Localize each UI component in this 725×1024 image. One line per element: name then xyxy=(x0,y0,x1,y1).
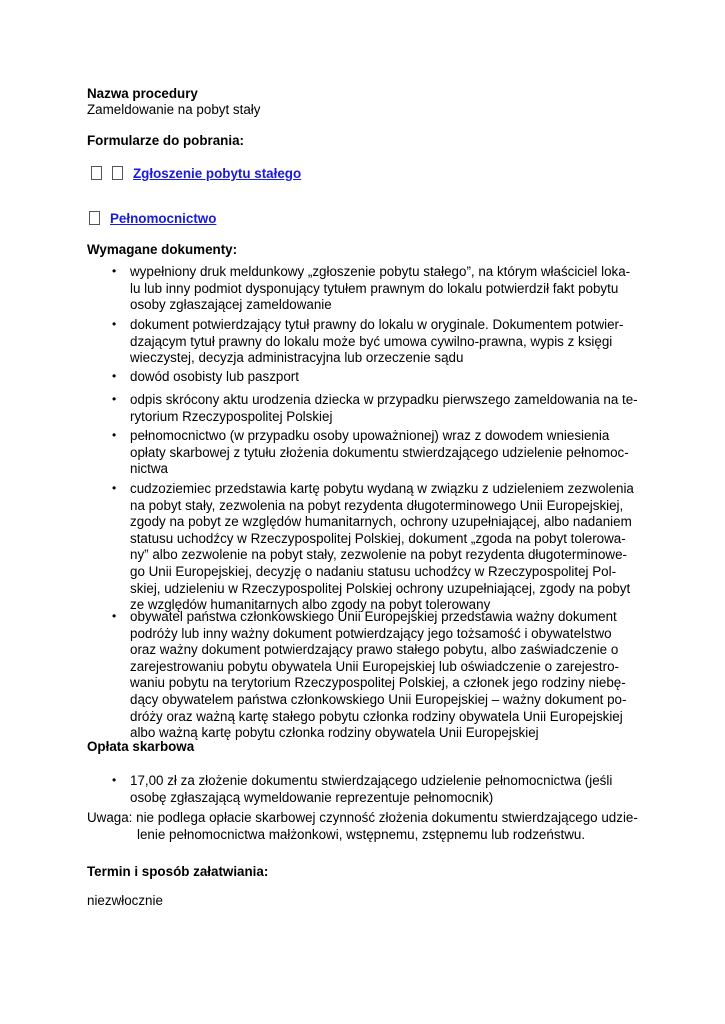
required-docs-heading: Wymagane dokumenty: xyxy=(87,242,238,257)
list-item-line: ze względów humanitarnych albo zgody na pobyt tolerowany xyxy=(130,597,491,613)
list-item-text xyxy=(130,481,634,614)
list-item-line: go Unii Europejskiej, decyzję o nadaniu statusu uchodźcy w Rzeczypospolitej Pol- xyxy=(130,563,617,579)
fee-note-line: lenie pełnomocnictwa małżonkowi, wstępnemu, zstępnemu lub rodzeństwu. xyxy=(137,826,586,842)
list-item-line: ny” albo zezwolenie na pobyt stały, zezwolenie na pobyt rezydenta długoterminowe- xyxy=(130,547,627,563)
list-item-text xyxy=(130,609,626,742)
list-item-line: dący obywatelem państwa członkowskiego Unii Europejskiej – ważny dokument po- xyxy=(130,691,627,707)
list-item-text xyxy=(130,317,623,367)
bullet-icon: • xyxy=(112,317,117,331)
list-item-line: nictwa xyxy=(130,461,168,477)
fee-heading: Opłata skarbowa xyxy=(87,739,195,754)
form-link-row-2 xyxy=(89,211,216,228)
form-link-zgloszenie[interactable]: Zgłoszenie pobytu stałego xyxy=(133,166,302,181)
procedure-heading: Nazwa procedury xyxy=(87,86,198,101)
bullet-icon: • xyxy=(112,264,117,278)
bullet-icon: • xyxy=(112,428,117,442)
list-item-text xyxy=(130,773,612,806)
list-item-line: zgody na pobyt ze względów humanitarnych, ochrony uzupełniającej, albo nadaniem xyxy=(130,514,632,530)
list-item-line: osoby zgłaszającej zameldowanie xyxy=(130,297,332,313)
form-link-row-1 xyxy=(91,166,301,183)
fee-note xyxy=(87,810,638,843)
form-link-pelnomocnictwo[interactable]: Pełnomocnictwo xyxy=(110,211,217,226)
deadline-heading: Termin i sposób załatwiania: xyxy=(87,864,269,879)
list-item-line: dowód osobisty lub paszport xyxy=(130,369,299,384)
list-item-line: dzającym tytuł prawny do lokalu może być umowa cywilno-prawna, wypis z księgi xyxy=(130,333,613,349)
list-item-line: cudzoziemiec przedstawia kartę pobytu wydaną w związku z udzieleniem zezwolenia xyxy=(130,481,634,496)
list-item-line: dokument potwierdzający tytuł prawny do lokalu w oryginale. Dokumentem potwier- xyxy=(130,317,624,332)
list-item-line: waniu pobytu na terytorium Rzeczypospolitej Polskiej, a członek jego rodziny niebę- xyxy=(130,675,626,691)
fee-note-line: Uwaga: nie podlega opłacie skarbowej czynność złożenia dokumentu stwierdzającego udzie- xyxy=(87,810,638,825)
list-item-line: obywatel państwa członkowskiego Unii Europejskiej przedstawia ważny dokument xyxy=(130,609,617,624)
list-item-line: 17,00 zł za złożenie dokumentu stwierdzającego udzielenie pełnomocnictwa (jeśli xyxy=(130,773,613,788)
list-item-line: wypełniony druk meldunkowy „zgłoszenie pobytu stałego”, na którym właściciel loka- xyxy=(130,264,631,279)
list-item-text xyxy=(130,264,630,314)
bullet-icon: • xyxy=(112,369,117,383)
checkbox-placeholder-icon xyxy=(112,166,123,180)
list-item-line: oraz ważny dokument potwierdzający prawo stałego pobytu, albo zaświadczenie o xyxy=(130,642,619,658)
list-item-line: na pobyt stały, zezwolenia na pobyt rezydenta długoterminowego Unii Europejskiej, xyxy=(130,497,624,513)
list-item-line: wieczystej, decyzja administracyjna lub orzeczenie sądu xyxy=(130,350,464,366)
list-item-line: dróży oraz ważną kartę stałego pobytu członka rodziny obywatela Unii Europejskiej xyxy=(130,708,623,724)
bullet-icon: • xyxy=(112,481,117,495)
list-item-text xyxy=(130,428,629,478)
list-item-line: statusu uchodźcy w Rzeczypospolitej Polskiej, dokument „zgoda na pobyt tolerowa- xyxy=(130,530,626,546)
list-item-text xyxy=(130,392,638,425)
bullet-icon: • xyxy=(112,392,117,406)
forms-heading: Formularze do pobrania: xyxy=(87,133,244,148)
list-item-line: pełnomocnictwo (w przypadku osoby upoważnionej) wraz z dowodem wniesienia xyxy=(130,428,610,443)
list-item-line: zarejestrowaniu pobytu obywatela Unii Europejskiej lub oświadczenie o zarejestro- xyxy=(130,658,620,674)
list-item-line: albo ważną kartę pobytu członka rodziny obywatela Unii Europejskiej xyxy=(130,725,539,741)
procedure-name: Zameldowanie na pobyt stały xyxy=(87,102,261,117)
list-item-line: osobę zgłaszającą wymeldowanie reprezentuje pełnomocnik) xyxy=(130,789,494,805)
list-item-line: lu lub inny podmiot dysponujący tytułem prawnym do lokalu potwierdził fakt pobytu xyxy=(130,280,619,296)
deadline-value: niezwłocznie xyxy=(87,893,163,908)
checkbox-placeholder-icon xyxy=(91,166,102,180)
checkbox-placeholder-icon xyxy=(89,211,100,225)
list-item-line: skiej, udzieleniu w Rzeczypospolitej Polskiej ochrony uzupełniającej, zgody na pobyt xyxy=(130,580,631,596)
list-item-line: podróży lub inny ważny dokument potwierdzający jego tożsamość i obywatelstwo xyxy=(130,625,612,641)
bullet-icon: • xyxy=(112,609,117,623)
bullet-icon: • xyxy=(112,773,117,787)
list-item-line: opłaty skarbowej z tytułu złożenia dokumentu stwierdzającego udzielenie pełnomoc- xyxy=(130,444,629,460)
list-item-text xyxy=(130,369,299,386)
list-item-line: rytorium Rzeczypospolitej Polskiej xyxy=(130,408,333,424)
list-item-line: odpis skrócony aktu urodzenia dziecka w przypadku pierwszego zameldowania na te- xyxy=(130,392,638,407)
